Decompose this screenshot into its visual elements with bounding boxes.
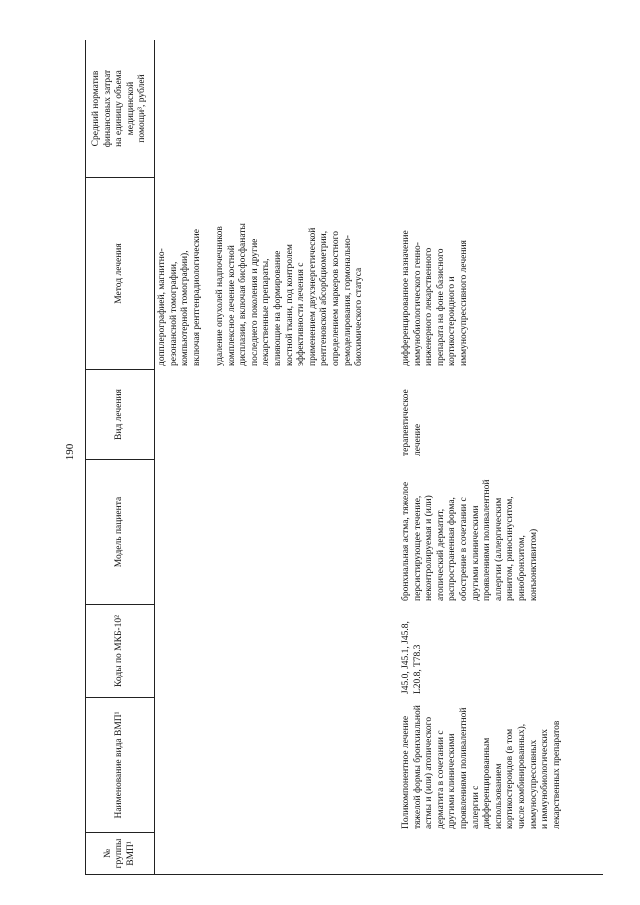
- cell-treatment-method: дифференцированное назначение иммунобиологического генно- инженерного лекарственного препарата на фоне базисного кортикостероидного и иммуносупрессивного лечения: [399, 178, 603, 370]
- cell-treatment-type: терапевтическое лечение: [399, 370, 603, 460]
- page-number: 190: [64, 443, 76, 461]
- cell-group-number: [155, 833, 400, 875]
- table-header-row: [86, 40, 155, 875]
- treatment-methods-table: [85, 40, 603, 875]
- table-sheet: [85, 40, 605, 875]
- cell-treatment-type: [155, 370, 400, 460]
- rotated-table-container: [85, 40, 605, 875]
- header-icd-codes: Коды по МКБ-10²: [86, 605, 155, 698]
- cell-vmp-name: Поликомпонентное лечение тяжелой формы бронхиальной астмы и (или) атопического дерматита в сочетании с другими клиническими проявлениями поливалентной аллергии с дифференцированным использованием кортикостероидов (в том числе комбинированных), иммуносупрессивных и иммунобиологических лекарственных препаратов: [399, 698, 603, 833]
- cell-treatment-method: допплерографией, магнитно- резонансной томографии, компьютерной томографии), включая рентгенрадиологические удаление опухолей надпочечников комплексное лечение костной дисплазии, включая бисфосфанаты последнего поколения и другие лекарственные препараты, влияющие на формирование костной ткани, под контролем эффективности лечения с применением двухэнергетической рентгеновской абсорбциометрии, определением маркеров костного ремоделирования, гормонально- биохимического статуса: [155, 178, 400, 370]
- cell-icd-codes: [155, 605, 400, 698]
- header-treatment-method: Метод лечения: [86, 178, 155, 370]
- cell-vmp-name: [155, 698, 400, 833]
- cell-cost-standard: [399, 40, 603, 178]
- cell-cost-standard: [155, 40, 400, 178]
- header-treatment-type: Вид лечения: [86, 370, 155, 460]
- cell-patient-model: бронхиальная астма, тяжелое персистирующее течение, неконтролируемая и (или) атопический дерматит, распространенная форма, обострение в сочетании с другими клиническими проявлениями поливалентной аллергии (аллергическим ринитом, риносинуситом, ринобронхитом, конъюнктивитом): [399, 460, 603, 605]
- header-group-number: № группы ВМП¹: [86, 833, 155, 875]
- cell-group-number: [399, 833, 603, 875]
- header-vmp-name: Наименование вида ВМП¹: [86, 698, 155, 833]
- cell-patient-model: [155, 460, 400, 605]
- header-patient-model: Модель пациента: [86, 460, 155, 605]
- table-row: [155, 40, 400, 875]
- table-row: [399, 40, 603, 875]
- header-cost-standard: Средний норматив финансовых затрат на единицу объема медицинской помощи³, рублей: [86, 40, 155, 178]
- cell-icd-codes: J45.0, J45.1, J45.8, L20.8, T78.3: [399, 605, 603, 698]
